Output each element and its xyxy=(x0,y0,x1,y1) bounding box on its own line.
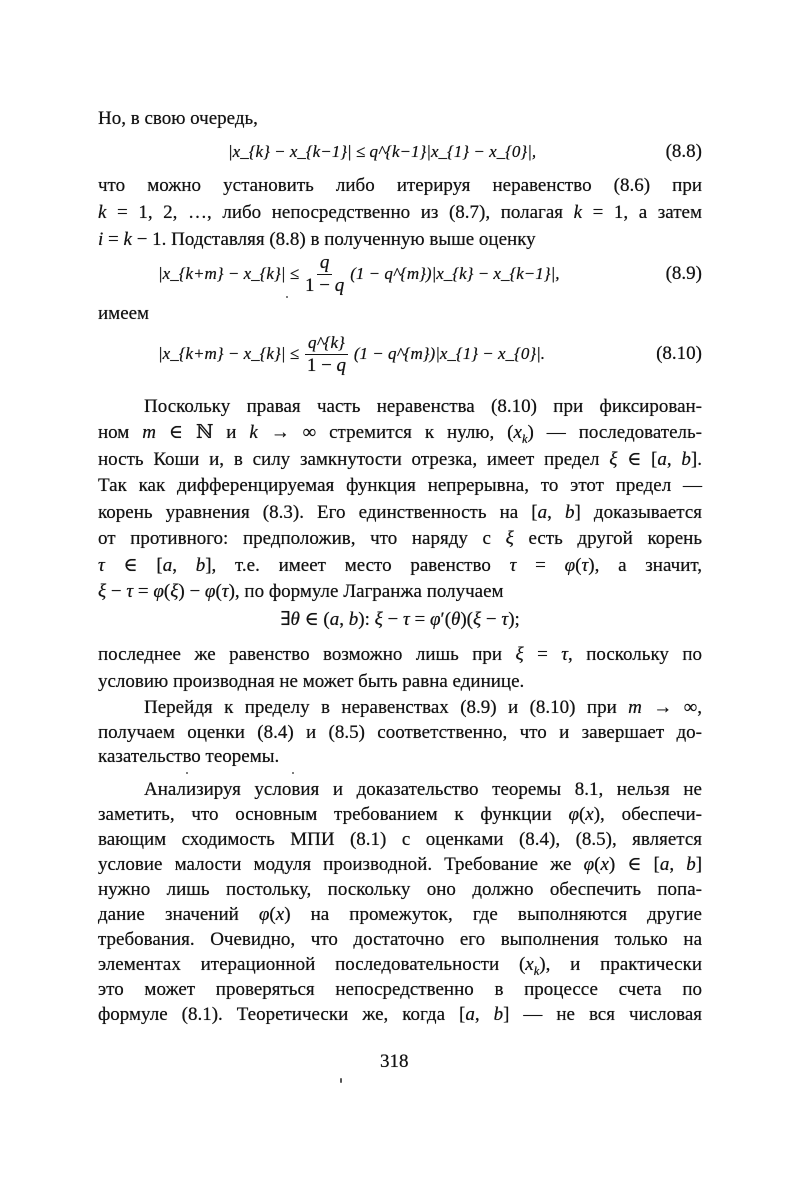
equation-right: (1 − q^{m})|x_{k} − x_{k−1}|, xyxy=(350,264,560,283)
text-line: формуле (8.1). Теоретически же, когда [a, b] — не вся числовая xyxy=(98,1004,702,1025)
fraction-denominator: 1 − q xyxy=(306,354,347,376)
equation-right: (1 − q^{m})|x_{1} − x_{0}|. xyxy=(353,344,546,363)
scan-speck xyxy=(286,296,288,298)
text-line: получаем оценки (8.4) и (8.5) соответственно, что и завершает до- xyxy=(98,722,702,743)
scan-speck xyxy=(292,772,294,774)
text-line: ξ − τ = φ(ξ) − φ(τ), по формуле Лагранжа получаем xyxy=(98,581,504,602)
equation-8-9 xyxy=(98,250,702,298)
text-line: от противного: предположив, что наряду с ξ есть другой корень xyxy=(98,528,702,549)
fraction xyxy=(305,252,344,297)
equation-number: (8.8) xyxy=(665,141,702,162)
text-line: k = 1, 2, …, либо непосредственно из (8.7), полагая k = 1, а затем xyxy=(98,202,703,223)
equation-number: (8.9) xyxy=(665,263,702,284)
text-line: что можно установить либо итерируя неравенство (8.6) при xyxy=(98,175,702,196)
text-line: нужно лишь постольку, поскольку оно должно обеспечить попа- xyxy=(98,879,702,900)
text-line: Поскольку правая часть неравенства (8.10) при фиксирован- xyxy=(144,396,702,417)
text-line: казательство теоремы. xyxy=(98,746,280,767)
text-line: вающим сходимость МПИ (8.1) с оценками (8.4), (8.5), является xyxy=(98,829,702,850)
text-line: i = k − 1. Подставляя (8.8) в полученную выше оценку xyxy=(98,229,536,250)
text-line: условие малости модуля производной. Требование же φ(x) ∈ [a, b] xyxy=(98,854,703,875)
text-line: Но, в свою очередь, xyxy=(98,108,258,129)
text-line: дание значений φ(x) на промежуток, где выполняются другие xyxy=(98,904,702,925)
fraction xyxy=(305,332,348,377)
text-line: Перейдя к пределу в неравенствах (8.9) и (8.10) при m → ∞, xyxy=(144,697,702,718)
text-line: Так как дифференцируемая функция непрерывна, то этот предел — xyxy=(98,475,702,496)
text-line: это может проверяться непосредственно в процессе счета по xyxy=(98,979,702,1000)
text-line: ность Коши и, в силу замкнутости отрезка, имеет предел ξ ∈ [a, b]. xyxy=(98,449,702,470)
text-line: требования. Очевидно, что достаточно его выполнения только на xyxy=(98,929,702,950)
text-line: заметить, что основным требованием к функции φ(x), обеспечи- xyxy=(98,804,703,825)
equation-left: |x_{k+m} − x_{k}| ≤ xyxy=(158,264,300,283)
fraction-denominator: 1 − q xyxy=(305,274,345,296)
text-line: корень уравнения (8.3). Его единственность на [a, b] доказывается xyxy=(98,502,703,523)
fraction-numerator: q xyxy=(317,252,333,275)
equation-8-10 xyxy=(98,330,702,378)
equation-expression: |x_{k} − x_{k−1}| ≤ q^{k−1}|x_{1} − x_{0}|, xyxy=(228,142,537,161)
text-line: Анализируя условия и доказательство теоремы 8.1, нельзя не xyxy=(144,779,702,800)
equation-number: (8.10) xyxy=(656,343,702,364)
text-line: элементах итерационной последовательности $(x_k)$, и практически xyxy=(98,954,703,978)
equation-8-8 xyxy=(98,128,702,176)
page-number: 318 xyxy=(380,1051,409,1072)
text-line: τ ∈ [a, b], т.е. имеет место равенство τ = φ(τ), а значит, xyxy=(98,555,702,576)
text-line: последнее же равенство возможно лишь при ξ = τ, поскольку по xyxy=(98,644,703,665)
text-line: ном m ∈ ℕ и k → ∞ стремится к нулю, $(x_k)$ — последователь- xyxy=(98,422,702,446)
text-line: условию производная не может быть равна единице. xyxy=(98,671,525,692)
equation-left: |x_{k+m} − x_{k}| ≤ xyxy=(158,344,300,363)
equation-lagrange: ∃θ ∈ (a, b): ξ − τ = φ′(θ)(ξ − τ); xyxy=(280,609,520,630)
text-line: имеем xyxy=(98,303,150,324)
fraction-numerator: q^{k} xyxy=(305,332,348,355)
scan-speck xyxy=(340,1078,342,1083)
scan-speck xyxy=(186,772,188,774)
